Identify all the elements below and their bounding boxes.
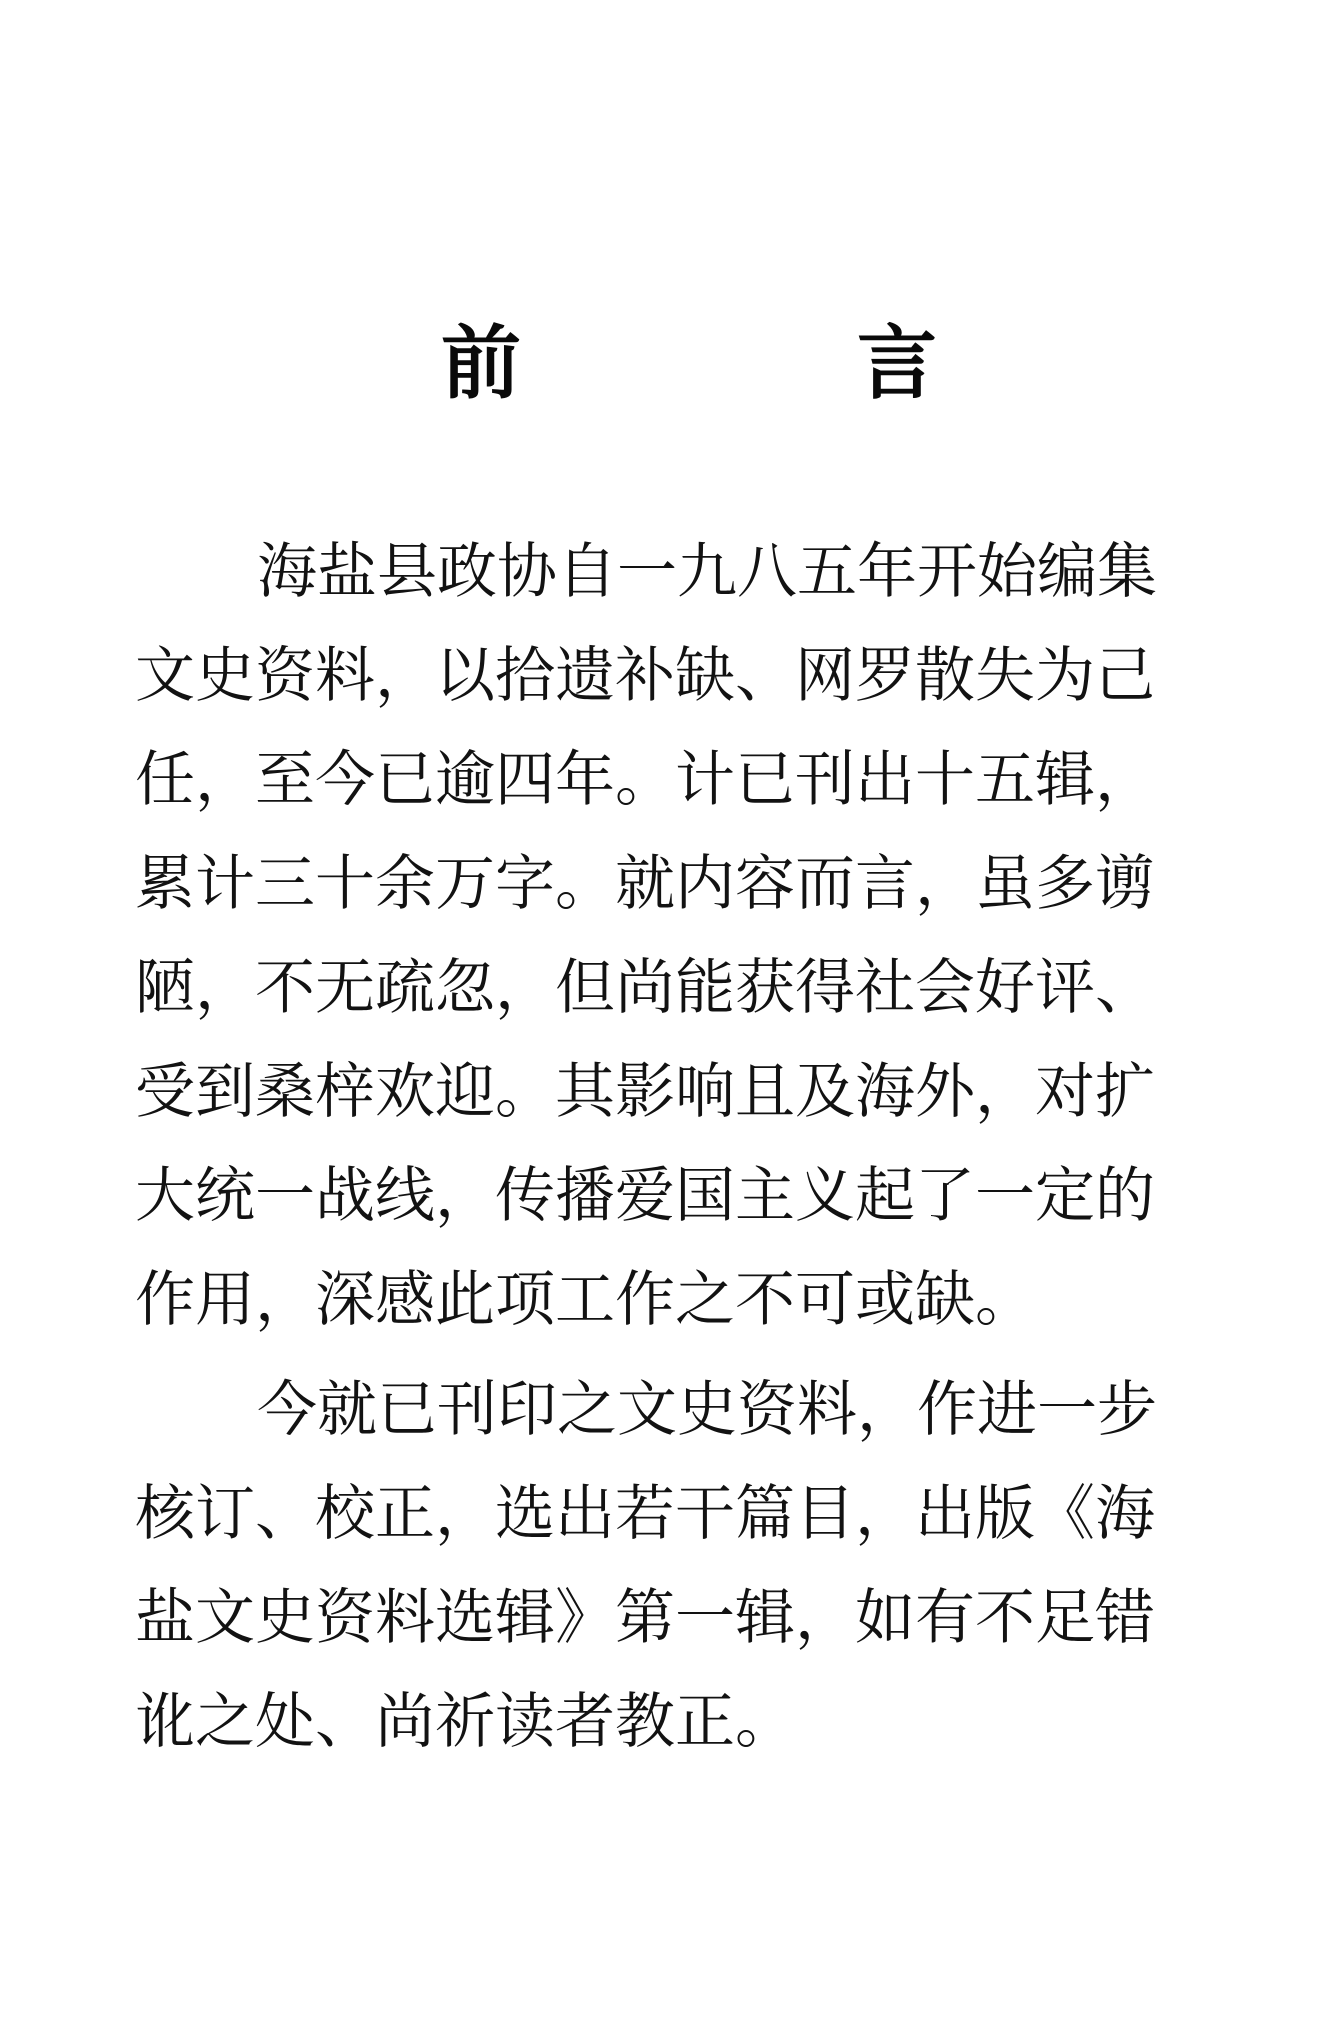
text-line: 盐文史资料选辑》第一辑，如有不足错 (135, 1583, 1155, 1653)
page-title (0, 318, 1320, 408)
title-char-1: 前 (441, 316, 521, 410)
text-line: 海盐县政协自一九八五年开始编集 (257, 537, 1157, 607)
text-line: 作用，深感此项工作之不可或缺。 (135, 1265, 1035, 1335)
text-line: 累计三十余万字。就内容而言，虽多谫 (135, 849, 1155, 919)
preface-body (135, 520, 1195, 1774)
text-line: 任，至今已逾四年。计已刊出十五辑， (135, 745, 1155, 815)
text-line: 大统一战线，传播爱国主义起了一定的 (135, 1161, 1155, 1231)
text-line: 陋，不无疏忽，但尚能获得社会好评、 (135, 953, 1155, 1023)
text-line: 今就已刊印之文史资料，作进一步 (257, 1375, 1157, 1445)
text-line: 文史资料，以拾遗补缺、网罗散失为己 (135, 641, 1155, 711)
text-line: 讹之处、尚祈读者教正。 (135, 1687, 795, 1757)
text-line: 核订、校正，选出若干篇目，出版《海 (135, 1479, 1155, 1549)
title-char-2: 言 (857, 316, 937, 410)
text-line: 受到桑梓欢迎。其影响且及海外，对扩 (135, 1057, 1155, 1127)
